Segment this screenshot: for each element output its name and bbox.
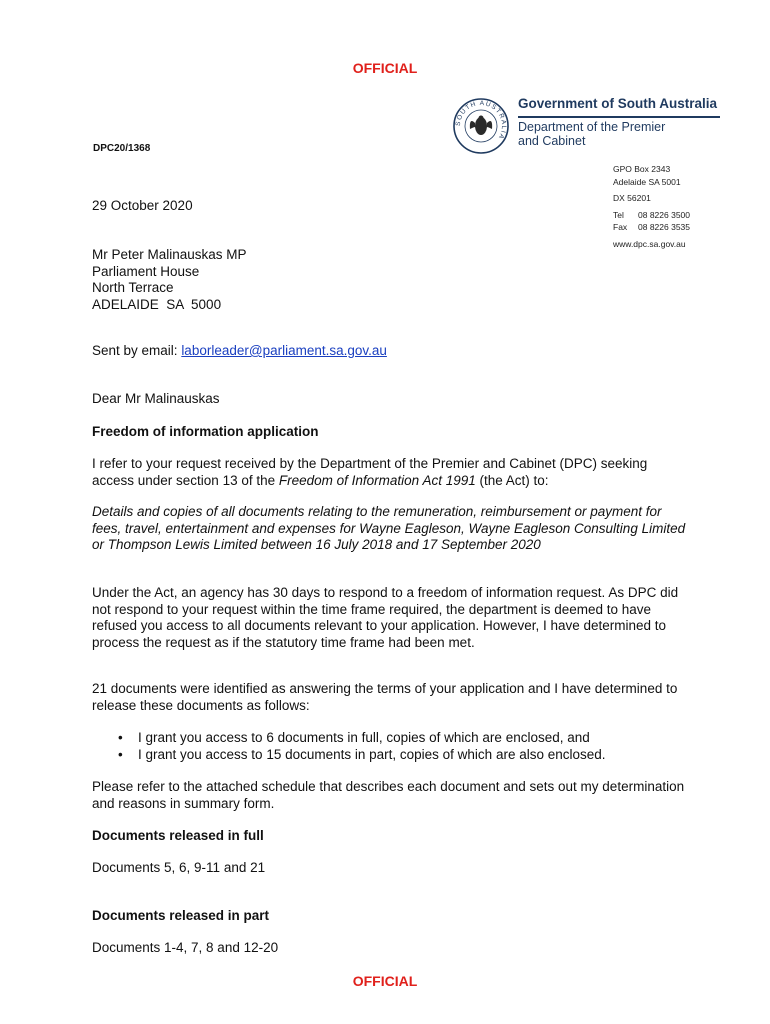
department-name [518, 120, 665, 148]
svg-text:SOUTH AUSTRALIA: SOUTH AUSTRALIA [454, 99, 508, 141]
recipient-line-1: Parliament House [92, 263, 200, 279]
recipient-name: Mr Peter Malinauskas MP [92, 247, 247, 262]
state-crest-logo [452, 97, 510, 155]
intro-part-1: I refer to your request received by the Department of the Premier and Cabinet (DPC) seeking access under section 13 of the [92, 456, 648, 488]
suburb: Adelaide SA 5001 [613, 176, 681, 187]
released-part-heading: Documents released in part [92, 908, 270, 923]
department-line-1: Department of the Premier [518, 120, 666, 134]
list-item: • I grant you access to 15 documents in part, copies of which are also enclosed. [118, 746, 606, 762]
dx-number: DX 56201 [613, 193, 651, 203]
recipient-line-3: ADELAIDE SA 5000 [92, 296, 222, 312]
email-link[interactable]: laborleader@parliament.sa.gov.au [181, 343, 387, 358]
government-name: Government of South Australia [518, 96, 718, 111]
request-quote: Details and copies of all documents relating to the remuneration, reimbursement or payment for fees, travel, entertainment and expenses for Wayne Eagleson, Wayne Eagleson Consulting Limited or Thompson Lewis Limited between 16 July 2018 and 17 September 2020 [92, 504, 686, 552]
letter-date: 29 October 2020 [92, 198, 193, 213]
tel-label: Tel [613, 209, 624, 220]
main-heading: Freedom of information application [92, 424, 319, 439]
recipient-address [92, 247, 692, 313]
salutation: Dear Mr Malinauskas [92, 391, 220, 406]
tel-number: 08 8226 3500 [638, 209, 690, 220]
released-part-docs: Documents 1-4, 7, 8 and 12-20 [92, 940, 279, 955]
department-line-2: and Cabinet [518, 134, 586, 148]
fax [613, 221, 690, 234]
act-paragraph: Under the Act, an agency has 30 days to respond to a freedom of information request. As DPC did not respond to your request within the time frame required, the department is deemed to have refused you access to all documents relevant to your application. However, I have determined to process the request as if the statutory time frame had been met. [92, 585, 679, 650]
header-classification: OFFICIAL [352, 60, 418, 76]
website: www.dpc.sa.gov.au [613, 238, 686, 249]
sent-by-email [92, 343, 692, 360]
intro-paragraph [92, 456, 692, 489]
list-item: • I grant you access to 6 documents in full, copies of which are enclosed, and [118, 730, 590, 745]
released-full-docs: Documents 5, 6, 9-11 and 21 [92, 860, 266, 875]
fax-number: 08 8226 3535 [638, 222, 690, 232]
po-box: GPO Box 2343 [613, 164, 671, 174]
fax-label: Fax [613, 222, 628, 232]
letterhead-divider [518, 116, 720, 118]
recipient-line-2: North Terrace [92, 280, 174, 295]
intro-part-2: (the Act) to: [475, 472, 549, 488]
schedule-paragraph: Please refer to the attached schedule that describes each document and sets out my determination and reasons in summary form. [92, 779, 685, 811]
documents-paragraph: 21 documents were identified as answering the terms of your application and I have determined to release these documents as follows: [92, 681, 678, 713]
access-list [118, 730, 698, 763]
released-full-heading: Documents released in full [92, 828, 264, 843]
act-name: Freedom of Information Act 1991 [278, 472, 476, 488]
reference-number: DPC20/1368 [93, 143, 151, 154]
sent-label: Sent by email: [92, 343, 178, 358]
footer-classification: OFFICIAL [352, 973, 418, 989]
